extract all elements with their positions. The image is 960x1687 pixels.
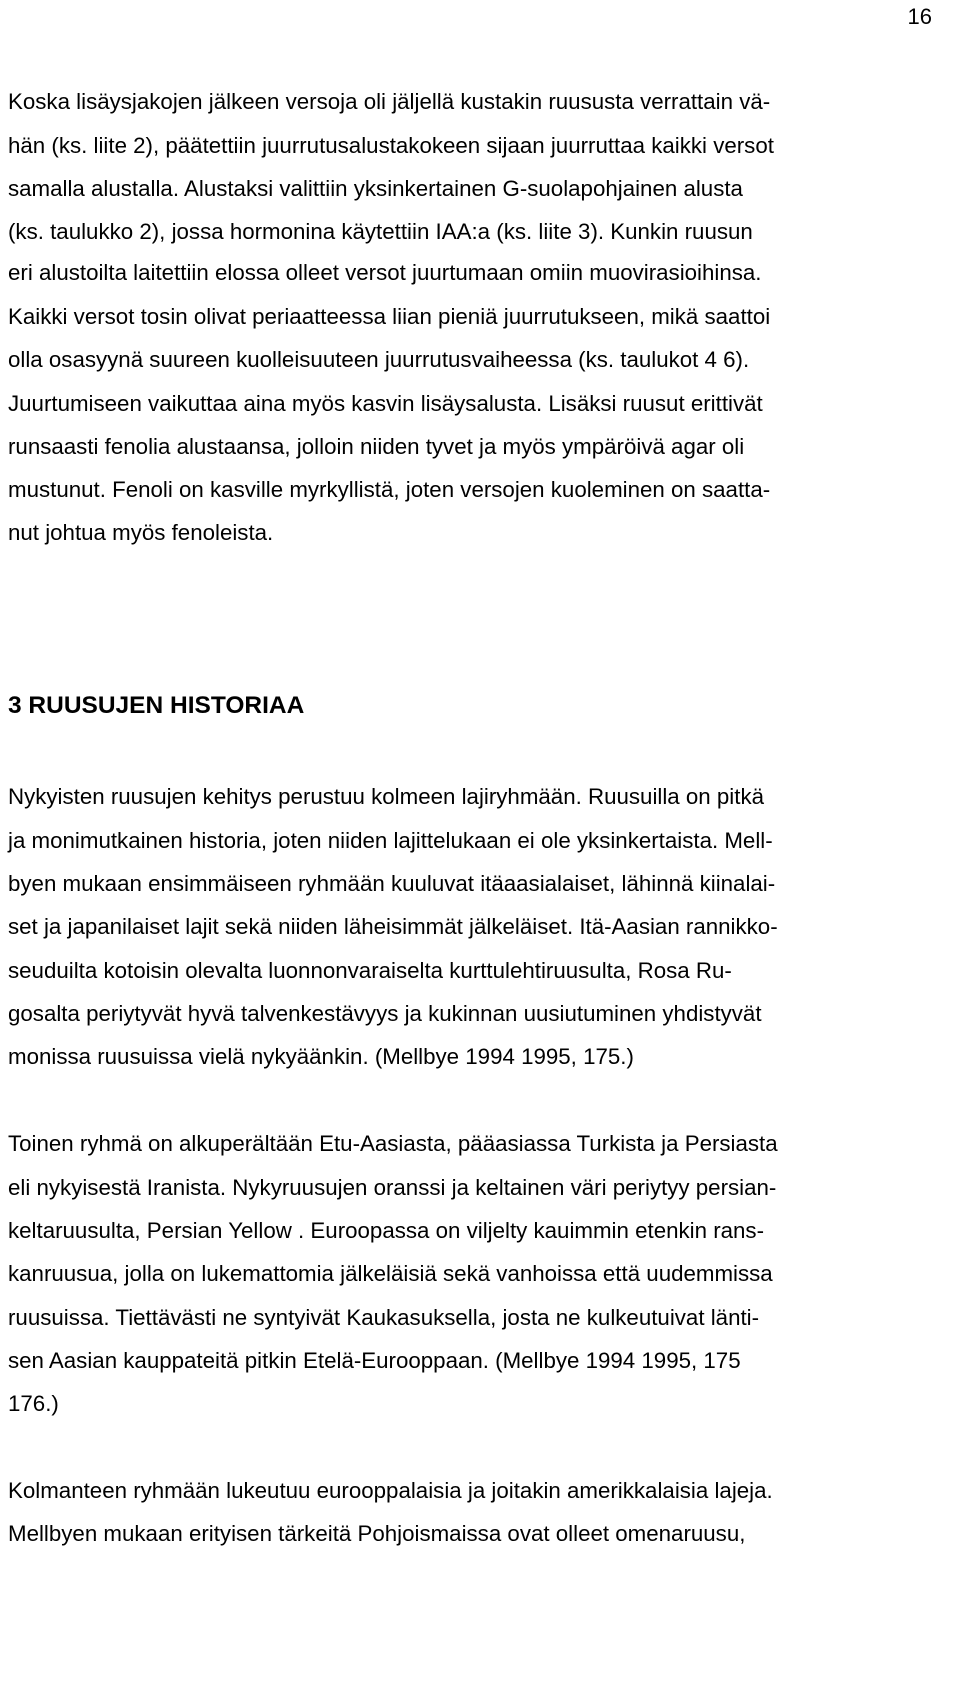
text-line: mustunut. Fenoli on kasville myrkyllistä, joten versojen kuoleminen on saatta- xyxy=(8,477,771,502)
text-line: ruusuissa. Tiettävästi ne syntyivät Kaukasuksella, josta ne kulkeutuivat länti- xyxy=(8,1305,760,1330)
text-line: keltaruusulta, Persian Yellow . Euroopassa on viljelty kauimmin etenkin rans- xyxy=(8,1218,765,1243)
text-line: ja monimutkainen historia, joten niiden lajittelukaan ei ole yksinkertaista. Mell- xyxy=(8,828,773,853)
text-line: eli nykyisestä Iranista. Nykyruusujen oranssi ja keltainen väri periytyy persian- xyxy=(8,1175,777,1200)
text-line: (ks. taulukko 2), jossa hormonina käytettiin IAA:a (ks. liite 3). Kunkin ruusun xyxy=(8,219,753,244)
text-line: Mellbyen mukaan erityisen tärkeitä Pohjoismaissa ovat olleet omenaruusu, xyxy=(8,1521,746,1546)
text-line: Kaikki versot tosin olivat periaatteessa liian pieniä juurrutukseen, mikä saattoi xyxy=(8,304,771,329)
text-line: nut johtua myös fenoleista. xyxy=(8,520,274,545)
text-line: monissa ruusuissa vielä nykyäänkin. (Mellbye 1994 1995, 175.) xyxy=(8,1044,634,1069)
text-line: gosalta periytyvät hyvä talvenkestävyys ja kukinnan uusiutuminen yhdistyvät xyxy=(8,1001,762,1026)
text-line: hän (ks. liite 2), päätettiin juurrutusalustakokeen sijaan juurruttaa kaikki versot xyxy=(8,133,774,158)
page-number: 16 xyxy=(907,4,932,29)
text-line: byen mukaan ensimmäiseen ryhmään kuuluvat itäaasialaiset, lähinnä kiinalai- xyxy=(8,871,776,896)
text-line: Toinen ryhmä on alkuperältään Etu-Aasiasta, pääasiassa Turkista ja Persiasta xyxy=(8,1131,778,1156)
text-line: Kolmanteen ryhmään lukeutuu eurooppalaisia ja joitakin amerikkalaisia lajeja. xyxy=(8,1478,773,1503)
section-heading: 3 RUUSUJEN HISTORIAA xyxy=(8,692,305,719)
text-line: runsaasti fenolia alustaansa, jolloin niiden tyvet ja myös ympäröivä agar oli xyxy=(8,434,745,459)
text-line: Koska lisäysjakojen jälkeen versoja oli jäljellä kustakin ruususta verrattain vä- xyxy=(8,89,771,114)
text-line: olla osasyynä suureen kuolleisuuteen juurrutusvaiheessa (ks. taulukot 4 6). xyxy=(8,347,750,372)
text-line: 176.) xyxy=(8,1391,59,1416)
text-line: samalla alustalla. Alustaksi valittiin yksinkertainen G-suolapohjainen alusta xyxy=(8,176,743,201)
text-line: eri alustoilta laitettiin elossa olleet versot juurtumaan omiin muovirasioihinsa. xyxy=(8,260,762,285)
text-line: Nykyisten ruusujen kehitys perustuu kolmeen lajiryhmään. Ruusuilla on pitkä xyxy=(8,784,764,809)
text-line: sen Aasian kauppateitä pitkin Etelä-Eurooppaan. (Mellbye 1994 1995, 175 xyxy=(8,1348,741,1373)
text-line: seuduilta kotoisin olevalta luonnonvaraiselta kurttulehtiruusulta, Rosa Ru- xyxy=(8,958,732,983)
text-line: kanruusua, jolla on lukemattomia jälkeläisiä sekä vanhoissa että uudemmissa xyxy=(8,1261,773,1286)
text-line: Juurtumiseen vaikuttaa aina myös kasvin lisäysalusta. Lisäksi ruusut erittivät xyxy=(8,391,763,416)
text-line: set ja japanilaiset lajit sekä niiden läheisimmät jälkeläiset. Itä-Aasian rannikko- xyxy=(8,914,778,939)
